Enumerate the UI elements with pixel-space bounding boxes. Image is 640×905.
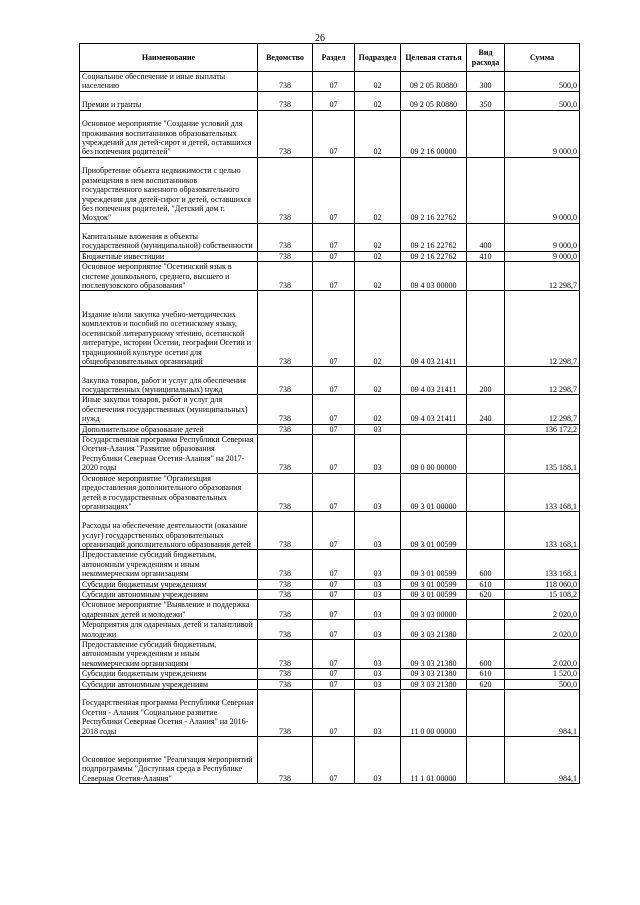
- cell-razdel: 07: [313, 367, 355, 395]
- cell-ved: 738: [258, 395, 313, 424]
- cell-podrazdel: 02: [355, 367, 401, 395]
- cell-razdel: 07: [313, 620, 355, 640]
- cell-razdel: 07: [313, 251, 355, 261]
- cell-razdel: 07: [313, 395, 355, 424]
- cell-ved: 738: [258, 251, 313, 261]
- cell-podrazdel: 02: [355, 72, 401, 92]
- cell-statya: 09 4 03 21411: [401, 367, 467, 395]
- cell-statya: 09 2 16 22762: [401, 157, 467, 223]
- cell-podrazdel: 03: [355, 579, 401, 589]
- cell-statya: 09 3 01 00599: [401, 589, 467, 599]
- cell-podrazdel: 03: [355, 639, 401, 668]
- cell-name: Дополнительное образование детей: [80, 424, 258, 434]
- cell-sum: 2 020,0: [505, 620, 580, 640]
- cell-ved: 738: [258, 669, 313, 679]
- cell-razdel: 07: [313, 550, 355, 579]
- cell-statya: 09 2 05 R0880: [401, 91, 467, 110]
- cell-statya: 09 3 01 00000: [401, 473, 467, 512]
- cell-razdel: 07: [313, 424, 355, 434]
- cell-razdel: 07: [313, 72, 355, 92]
- table-row: [80, 639, 580, 668]
- cell-ved: 738: [258, 435, 313, 474]
- cell-sum: 12 298,7: [505, 291, 580, 367]
- cell-vid: 200: [467, 367, 505, 395]
- cell-statya: 09 3 03 21380: [401, 639, 467, 668]
- cell-name: Социальное обеспечение и иные выплаты населению: [80, 72, 258, 92]
- cell-podrazdel: 02: [355, 223, 401, 251]
- budget-table: [79, 43, 580, 784]
- cell-razdel: 07: [313, 589, 355, 599]
- cell-vid: 410: [467, 251, 505, 261]
- cell-razdel: 07: [313, 473, 355, 512]
- cell-razdel: 07: [313, 679, 355, 689]
- cell-ved: 738: [258, 589, 313, 599]
- cell-podrazdel: 03: [355, 435, 401, 474]
- cell-statya: 09 3 03 00000: [401, 600, 467, 620]
- cell-name: Основное мероприятие "Организация предоставления дополнительного образования детей в государственных образовательных организациях": [80, 473, 258, 512]
- cell-statya: 11 1 01 00000: [401, 737, 467, 784]
- cell-razdel: 07: [313, 262, 355, 291]
- table-row: [80, 600, 580, 620]
- table-row: [80, 473, 580, 512]
- cell-ved: 738: [258, 157, 313, 223]
- cell-ved: 738: [258, 690, 313, 737]
- cell-name: Расходы на обеспечение деятельности (оказание услуг) государственных образовательных организаций дополнительного образования детей: [80, 512, 258, 550]
- table-row: [80, 251, 580, 261]
- cell-razdel: 07: [313, 291, 355, 367]
- cell-name: Предоставление субсидий бюджетным, автономным учреждениям и иным некоммерческим организациям: [80, 550, 258, 579]
- cell-name: Издание и/или закупка учебно-методических комплектов и пособий по осетинскому языку, осетинской литературному чтению, осетинской литературе, истории Осетии, географии Осетии и традиционной культуре осетин для общеобразовательных организаций: [80, 291, 258, 367]
- cell-sum: 2 020,0: [505, 600, 580, 620]
- cell-vid: [467, 435, 505, 474]
- page-number: 26: [315, 33, 325, 44]
- cell-statya: [401, 424, 467, 434]
- cell-name: Основное мероприятие "Реализация мероприятий подпрограммы "Доступная среда в Республике Северная Осетия-Алания": [80, 737, 258, 784]
- cell-statya: 09 3 01 00599: [401, 579, 467, 589]
- cell-vid: [467, 473, 505, 512]
- cell-sum: 9 000,0: [505, 157, 580, 223]
- cell-vid: [467, 424, 505, 434]
- table-row: [80, 737, 580, 784]
- header-razdel: Раздел: [313, 44, 355, 72]
- cell-vid: 610: [467, 669, 505, 679]
- cell-razdel: 07: [313, 639, 355, 668]
- cell-statya: 11 0 00 00000: [401, 690, 467, 737]
- cell-podrazdel: 03: [355, 679, 401, 689]
- cell-podrazdel: 03: [355, 589, 401, 599]
- header-sum: Сумма: [505, 44, 580, 72]
- cell-ved: 738: [258, 367, 313, 395]
- cell-ved: 738: [258, 110, 313, 157]
- header-vid: Вид расхода: [467, 44, 505, 72]
- cell-vid: [467, 620, 505, 640]
- table-row: [80, 435, 580, 474]
- cell-name: Основное мероприятие "Создание условий для проживания воспитанников образовательных учреждений для детей-сирот и детей, оставшихся без попечения родителей": [80, 110, 258, 157]
- cell-name: Премии и гранты: [80, 91, 258, 110]
- table-row: [80, 110, 580, 157]
- cell-statya: 09 2 16 00000: [401, 110, 467, 157]
- cell-name: Предоставление субсидий бюджетным, автономным учреждениям и иным некоммерческим организациям: [80, 639, 258, 668]
- table-row: [80, 690, 580, 737]
- header-ved: Ведомство: [258, 44, 313, 72]
- cell-podrazdel: 03: [355, 473, 401, 512]
- cell-sum: 1 520,0: [505, 669, 580, 679]
- cell-ved: 738: [258, 473, 313, 512]
- cell-ved: 738: [258, 291, 313, 367]
- table-row: [80, 291, 580, 367]
- cell-ved: 738: [258, 72, 313, 92]
- cell-sum: 12 298,7: [505, 395, 580, 424]
- cell-name: Государственная программа Республики Северная Осетия - Алания "Социальное развитие Республики Северная Осетия - Алания" на 2016-2018 годы: [80, 690, 258, 737]
- cell-ved: 738: [258, 91, 313, 110]
- cell-vid: [467, 690, 505, 737]
- cell-razdel: 07: [313, 157, 355, 223]
- cell-podrazdel: 03: [355, 620, 401, 640]
- cell-vid: 610: [467, 579, 505, 589]
- cell-sum: 15 108,2: [505, 589, 580, 599]
- cell-sum: 500,0: [505, 91, 580, 110]
- cell-ved: 738: [258, 262, 313, 291]
- cell-razdel: 07: [313, 512, 355, 550]
- table-row: [80, 550, 580, 579]
- cell-statya: 09 4 03 21411: [401, 395, 467, 424]
- cell-ved: 738: [258, 550, 313, 579]
- cell-sum: 9 000,0: [505, 251, 580, 261]
- cell-ved: 738: [258, 620, 313, 640]
- cell-razdel: 07: [313, 737, 355, 784]
- table-row: [80, 262, 580, 291]
- cell-sum: 984,1: [505, 737, 580, 784]
- cell-ved: 738: [258, 223, 313, 251]
- cell-ved: 738: [258, 639, 313, 668]
- cell-sum: 133 168,1: [505, 473, 580, 512]
- cell-name: Бюджетные инвестиции: [80, 251, 258, 261]
- cell-podrazdel: 02: [355, 157, 401, 223]
- cell-razdel: 07: [313, 600, 355, 620]
- cell-razdel: 07: [313, 690, 355, 737]
- table-row: [80, 424, 580, 434]
- cell-sum: 135 188,1: [505, 435, 580, 474]
- cell-name: Государственная программа Республики Северная Осетия-Алания "Развитие образования Республики Северная Осетия-Алания" на 2017-2020 годы: [80, 435, 258, 474]
- table-row: [80, 72, 580, 92]
- cell-statya: 09 2 16 22762: [401, 251, 467, 261]
- cell-razdel: 07: [313, 435, 355, 474]
- cell-razdel: 07: [313, 110, 355, 157]
- cell-vid: [467, 110, 505, 157]
- cell-vid: [467, 737, 505, 784]
- table-row: [80, 679, 580, 689]
- cell-vid: 240: [467, 395, 505, 424]
- cell-sum: 133 168,1: [505, 512, 580, 550]
- table-row: [80, 589, 580, 599]
- cell-name: Субсидии автономным учреждениям: [80, 679, 258, 689]
- cell-ved: 738: [258, 424, 313, 434]
- cell-vid: [467, 291, 505, 367]
- cell-vid: [467, 262, 505, 291]
- cell-name: Капитальные вложения в объекты государственной (муниципальной) собственности: [80, 223, 258, 251]
- table-row: [80, 367, 580, 395]
- table-row: [80, 512, 580, 550]
- cell-vid: 620: [467, 679, 505, 689]
- cell-sum: 12 298,7: [505, 367, 580, 395]
- cell-sum: 133 168,1: [505, 550, 580, 579]
- cell-sum: 9 000,0: [505, 110, 580, 157]
- cell-podrazdel: 03: [355, 600, 401, 620]
- cell-vid: 620: [467, 589, 505, 599]
- cell-sum: 984,1: [505, 690, 580, 737]
- cell-sum: 9 000,0: [505, 223, 580, 251]
- cell-name: Субсидии бюджетным учреждениям: [80, 579, 258, 589]
- cell-statya: 09 3 01 00599: [401, 512, 467, 550]
- cell-podrazdel: 03: [355, 550, 401, 579]
- table-row: [80, 223, 580, 251]
- cell-podrazdel: 02: [355, 251, 401, 261]
- cell-podrazdel: 02: [355, 395, 401, 424]
- table-row: [80, 157, 580, 223]
- cell-razdel: 07: [313, 91, 355, 110]
- cell-sum: 500,0: [505, 679, 580, 689]
- cell-podrazdel: 03: [355, 512, 401, 550]
- cell-sum: 500,0: [505, 72, 580, 92]
- cell-statya: 09 2 16 22762: [401, 223, 467, 251]
- cell-name: Приобретение объекта недвижимости с целью размещения в нем воспитанников государственного казенного образовательного учреждения для детей-сирот и детей, оставшихся без попечения родителей, "Детский дом г. Моздок": [80, 157, 258, 223]
- cell-ved: 738: [258, 679, 313, 689]
- cell-podrazdel: 02: [355, 91, 401, 110]
- cell-podrazdel: 02: [355, 291, 401, 367]
- cell-vid: 300: [467, 72, 505, 92]
- cell-statya: 09 4 03 21411: [401, 291, 467, 367]
- cell-sum: 136 172,2: [505, 424, 580, 434]
- cell-podrazdel: 03: [355, 690, 401, 737]
- header-statya: Целевая статья: [401, 44, 467, 72]
- cell-ved: 738: [258, 737, 313, 784]
- cell-vid: 350: [467, 91, 505, 110]
- header-podrazdel: Подраздел: [355, 44, 401, 72]
- header-name: Наименование: [80, 44, 258, 72]
- cell-name: Закупка товаров, работ и услуг для обеспечения государственных (муниципальных) нужд: [80, 367, 258, 395]
- cell-ved: 738: [258, 579, 313, 589]
- cell-statya: 09 4 03 00000: [401, 262, 467, 291]
- cell-vid: 400: [467, 223, 505, 251]
- cell-vid: [467, 512, 505, 550]
- cell-podrazdel: 03: [355, 737, 401, 784]
- cell-name: Субсидии бюджетным учреждениям: [80, 669, 258, 679]
- cell-vid: [467, 157, 505, 223]
- cell-statya: 09 0 00 00000: [401, 435, 467, 474]
- cell-vid: 600: [467, 639, 505, 668]
- cell-podrazdel: 02: [355, 262, 401, 291]
- cell-name: Основное мероприятие "Осетинский язык в системе дошкольного, среднего, высшего и послевузовского образования": [80, 262, 258, 291]
- table-header-row: [80, 44, 580, 72]
- table-row: [80, 620, 580, 640]
- table-row: [80, 395, 580, 424]
- cell-podrazdel: 03: [355, 669, 401, 679]
- cell-statya: 09 3 01 00599: [401, 550, 467, 579]
- cell-statya: 09 3 03 21380: [401, 679, 467, 689]
- cell-statya: 09 2 05 R0880: [401, 72, 467, 92]
- table-row: [80, 91, 580, 110]
- cell-sum: 118 060,0: [505, 579, 580, 589]
- cell-vid: 600: [467, 550, 505, 579]
- cell-sum: 2 020,0: [505, 639, 580, 668]
- cell-podrazdel: 03: [355, 424, 401, 434]
- cell-name: Мероприятия для одаренных детей и талантливой молодежи: [80, 620, 258, 640]
- cell-name: Иные закупки товаров, работ и услуг для обеспечения государственных (муниципальных) нужд: [80, 395, 258, 424]
- cell-statya: 09 3 03 21380: [401, 669, 467, 679]
- table-row: [80, 579, 580, 589]
- cell-name: Субсидии автономным учреждениям: [80, 589, 258, 599]
- cell-vid: [467, 600, 505, 620]
- cell-statya: 09 3 03 21380: [401, 620, 467, 640]
- cell-name: Основное мероприятие "Выявление и поддержка одаренных детей и молодежи": [80, 600, 258, 620]
- table-row: [80, 669, 580, 679]
- cell-ved: 738: [258, 600, 313, 620]
- cell-podrazdel: 02: [355, 110, 401, 157]
- cell-razdel: 07: [313, 579, 355, 589]
- cell-razdel: 07: [313, 223, 355, 251]
- cell-sum: 12 298,7: [505, 262, 580, 291]
- cell-razdel: 07: [313, 669, 355, 679]
- cell-ved: 738: [258, 512, 313, 550]
